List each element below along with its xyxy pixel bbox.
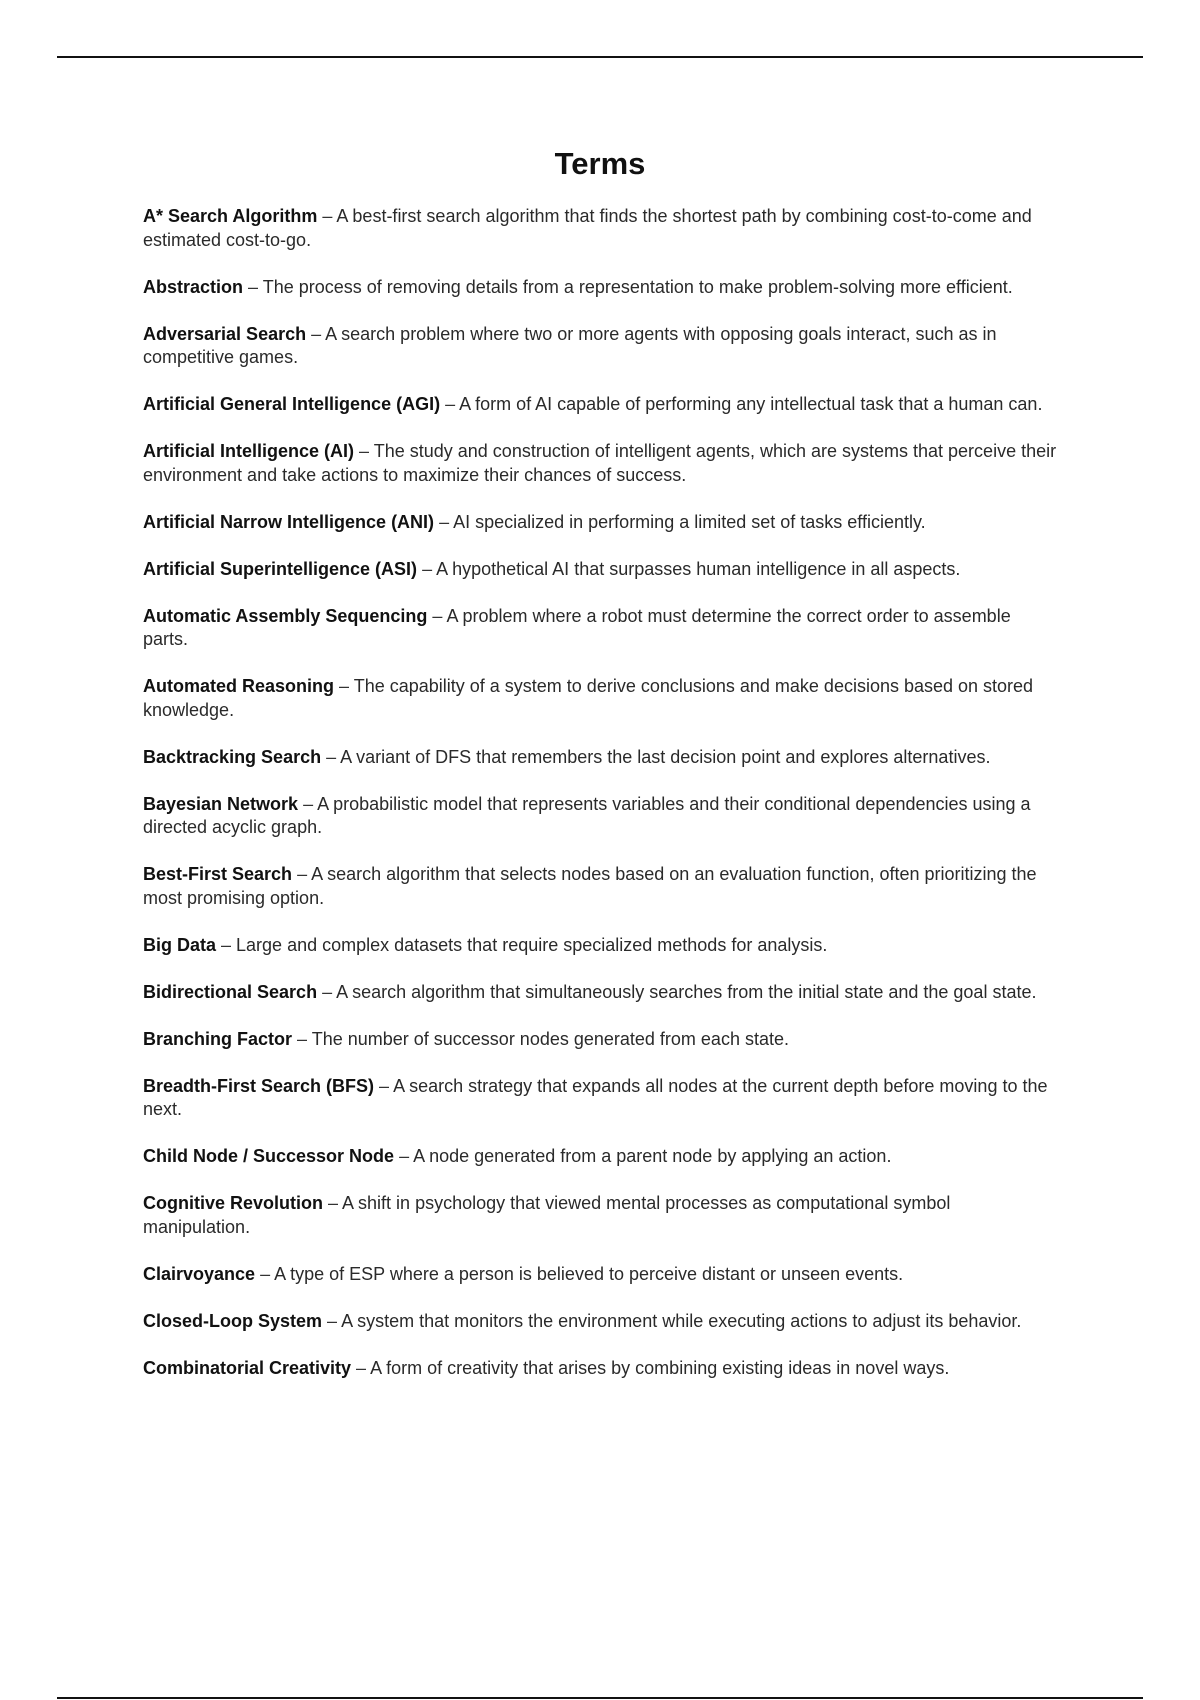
term-entry — [143, 605, 1058, 652]
term-definition: Large and complex datasets that require specialized methods for analysis. — [236, 934, 828, 955]
term-entry — [143, 1357, 1058, 1381]
term-definition: The number of successor nodes generated from each state. — [311, 1028, 789, 1049]
term-separator: – — [394, 1146, 414, 1166]
term-name: Clairvoyance — [143, 1263, 256, 1284]
term-name: Closed-Loop System — [143, 1310, 323, 1331]
term-separator: – — [374, 1075, 394, 1096]
term-separator: – — [354, 441, 374, 461]
terms-list — [143, 205, 1058, 1404]
page-title: Terms — [554, 146, 646, 181]
term-separator: – — [440, 394, 460, 414]
term-separator: – — [317, 981, 337, 1002]
term-name: Automatic Assembly Sequencing — [143, 605, 428, 626]
term-separator: – — [255, 1263, 275, 1284]
term-name: Artificial Narrow Intelligence (ANI) — [143, 511, 435, 532]
term-definition: AI specialized in performing a limited set of tasks efficiently. — [453, 511, 926, 532]
term-separator: – — [351, 1357, 371, 1378]
term-definition: A search algorithm that simultaneously searches from the initial state and the goal state. — [336, 981, 1037, 1002]
term-entry — [143, 205, 1058, 252]
term-entry — [143, 276, 1058, 300]
term-separator: – — [323, 1193, 343, 1213]
term-entry — [143, 1192, 1058, 1239]
term-definition: A shift in psychology that viewed mental processes as computational symbol manipulation. — [143, 1193, 951, 1237]
term-name: Combinatorial Creativity — [143, 1357, 352, 1378]
term-name: Artificial General Intelligence (AGI) — [143, 394, 441, 414]
term-name: Backtracking Search — [143, 746, 322, 767]
term-name: Abstraction — [143, 276, 244, 297]
term-definition: A form of AI capable of performing any intellectual task that a human can. — [459, 394, 1043, 414]
term-entry — [143, 863, 1058, 910]
term-name: Bayesian Network — [143, 793, 299, 814]
term-name: Branching Factor — [143, 1028, 293, 1049]
term-name: Automated Reasoning — [143, 676, 335, 696]
term-entry — [143, 440, 1058, 487]
term-separator: – — [427, 605, 447, 626]
term-definition: A system that monitors the environment while executing actions to adjust its behavior. — [341, 1310, 1022, 1331]
term-name: A* Search Algorithm — [143, 206, 318, 226]
term-separator: – — [306, 323, 326, 344]
term-definition: A probabilistic model that represents variables and their conditional dependencies using a directed acyclic graph. — [143, 793, 1031, 837]
term-entry — [143, 323, 1058, 370]
term-definition: A node generated from a parent node by applying an action. — [413, 1146, 892, 1166]
term-separator: – — [417, 558, 437, 579]
term-entry — [143, 1028, 1058, 1052]
term-name: Child Node / Successor Node — [143, 1146, 395, 1166]
footer-rule — [57, 1697, 1143, 1699]
term-entry — [143, 746, 1058, 770]
term-separator: – — [298, 793, 318, 814]
term-entry — [143, 934, 1058, 958]
term-name: Cognitive Revolution — [143, 1193, 323, 1213]
term-name: Adversarial Search — [143, 323, 307, 344]
term-definition: The process of removing details from a representation to make problem-solving more efficient. — [262, 276, 1013, 297]
term-entry — [143, 981, 1058, 1005]
term-entry — [143, 558, 1058, 582]
term-definition: A hypothetical AI that surpasses human intelligence in all aspects. — [436, 558, 961, 579]
term-definition: A variant of DFS that remembers the last decision point and explores alternatives. — [340, 746, 991, 767]
term-separator: – — [292, 864, 312, 884]
term-entry — [143, 511, 1058, 535]
term-separator: – — [322, 1310, 342, 1331]
term-name: Big Data — [143, 934, 217, 955]
term-name: Best-First Search — [143, 864, 293, 884]
term-name: Bidirectional Search — [143, 981, 318, 1002]
term-definition: A search problem where two or more agents with opposing goals interact, such as in competitive games. — [143, 323, 997, 367]
term-definition: A type of ESP where a person is believed to perceive distant or unseen events. — [274, 1263, 904, 1284]
term-separator: – — [434, 511, 454, 532]
term-entry — [143, 393, 1058, 417]
term-entry — [143, 1075, 1058, 1122]
term-definition: A search algorithm that selects nodes based on an evaluation function, often prioritizing the most promising option. — [143, 864, 1037, 908]
term-name: Artificial Intelligence (AI) — [143, 441, 355, 461]
term-entry — [143, 1145, 1058, 1169]
term-entry — [143, 1310, 1058, 1334]
term-separator: – — [321, 746, 341, 767]
term-definition: A problem where a robot must determine the correct order to assemble parts. — [143, 605, 1011, 649]
term-name: Breadth-First Search (BFS) — [143, 1075, 375, 1096]
term-name: Artificial Superintelligence (ASI) — [143, 558, 418, 579]
header-rule — [57, 56, 1143, 58]
term-definition: The study and construction of intelligent agents, which are systems that perceive their environment and take actions to maximize their chances of success. — [143, 441, 1057, 485]
term-definition: A search strategy that expands all nodes at the current depth before moving to the next. — [143, 1075, 1048, 1119]
term-separator: – — [243, 276, 263, 297]
term-separator: – — [216, 934, 237, 955]
term-separator: – — [292, 1028, 312, 1049]
term-entry — [143, 675, 1058, 722]
term-definition: A form of creativity that arises by combining existing ideas in novel ways. — [370, 1357, 950, 1378]
term-entry — [143, 793, 1058, 840]
term-separator: – — [317, 206, 337, 226]
term-entry — [143, 1263, 1058, 1287]
term-definition: A best-first search algorithm that finds the shortest path by combining cost-to-come and estimated cost-to-go. — [143, 206, 1032, 250]
term-definition: The capability of a system to derive conclusions and make decisions based on stored knowledge. — [143, 676, 1034, 720]
term-separator: – — [334, 676, 354, 696]
